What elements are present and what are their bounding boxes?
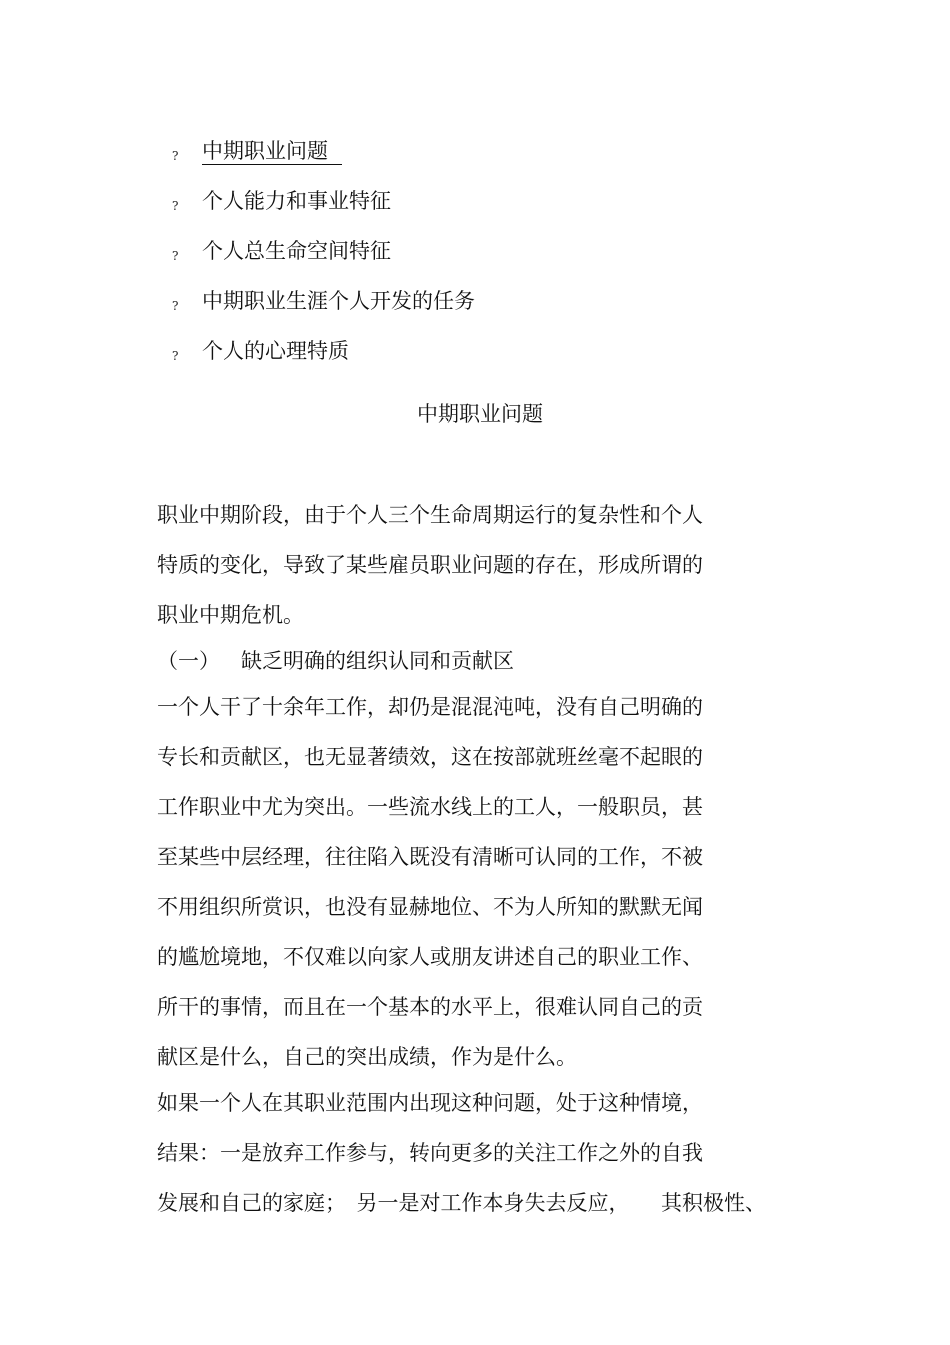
paragraph-line: 职业中期阶段，由于个人三个生命周期运行的复杂性和个人	[157, 503, 703, 527]
paragraph-line: 工作职业中尤为突出。一些流水线上的工人，一般职员，甚	[157, 795, 703, 819]
toc-item	[172, 326, 772, 376]
paragraph-line: 至某些中层经理，往往陷入既没有清晰可认同的工作，不被	[157, 845, 703, 869]
toc-label: 个人总生命空间特征	[202, 239, 391, 263]
toc-link-midcareer-issues[interactable]: 中期职业问题	[202, 138, 342, 165]
bullet-icon: ?	[172, 149, 179, 163]
paragraph-line: 专长和贡献区，也无显著绩效，这在按部就班丝毫不起眼的	[157, 745, 703, 769]
section-title: 中期职业问题	[417, 402, 543, 426]
subsection-heading	[157, 642, 817, 688]
toc-item	[172, 276, 772, 326]
toc-item	[172, 176, 772, 226]
paragraph-line: 不用组织所赏识，也没有显赫地位、不为人所知的默默无闻	[157, 895, 703, 919]
table-of-contents	[172, 126, 772, 376]
bullet-icon: ?	[172, 199, 179, 213]
paragraph-line: 献区是什么，自己的突出成绩，作为是什么。	[157, 1045, 577, 1069]
toc-label: 中期职业生涯个人开发的任务	[202, 289, 475, 313]
paragraph-line: 发展和自己的家庭； 另一是对工作本身失去反应， 其积极性、	[157, 1191, 766, 1215]
paragraph-line: 一个人干了十余年工作，却仍是混混沌吨，没有自己明确的	[157, 695, 703, 719]
subsection-heading-text: 缺乏明确的组织认同和贡献区	[241, 649, 514, 673]
paragraph-line: 的尴尬境地，不仅难以向家人或朋友讲述自己的职业工作、	[157, 945, 703, 969]
subsection-number: （一）	[157, 649, 220, 673]
bullet-icon: ?	[172, 349, 179, 363]
paragraph-line: 所干的事情，而且在一个基本的水平上，很难认同自己的贡	[157, 995, 703, 1019]
toc-label: 个人能力和事业特征	[202, 189, 391, 213]
toc-label: 个人的心理特质	[202, 339, 349, 363]
paragraph-line: 如果一个人在其职业范围内出现这种问题，处于这种情境，	[157, 1091, 703, 1115]
paragraph-line: 特质的变化，导致了某些雇员职业问题的存在，形成所谓的	[157, 553, 703, 577]
toc-item	[172, 226, 772, 276]
paragraph-line: 结果：一是放弃工作参与，转向更多的关注工作之外的自我	[157, 1141, 703, 1165]
body-text	[157, 496, 817, 1234]
bullet-icon: ?	[172, 249, 179, 263]
toc-item[interactable]	[172, 126, 772, 176]
paragraph-line: 职业中期危机。	[157, 603, 304, 627]
bullet-icon: ?	[172, 299, 179, 313]
